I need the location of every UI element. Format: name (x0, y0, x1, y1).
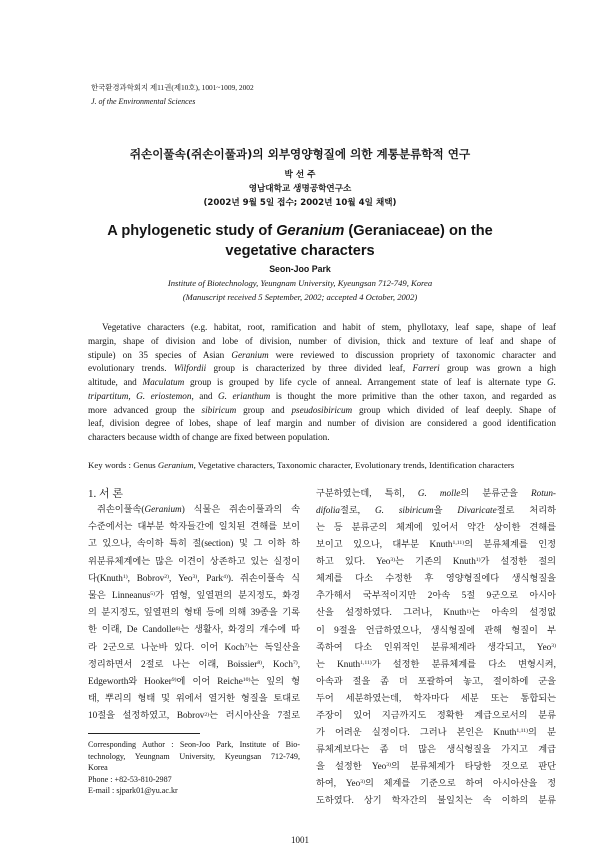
italic-run: Divaricate (457, 505, 497, 516)
text-run: 절로, (340, 505, 375, 516)
text-run: 의 체계를 기준으로 하여 아시아산을 정 (364, 778, 556, 789)
english-title-line-1 (0, 223, 600, 239)
text-run: 족하여 다소 인위적인 분류체계라 생각되고, Yeo (316, 641, 552, 652)
abstract-line: Vegetative characters (e.g. habitat, root, ramification and habit of stem, phyllotaxy, leaf sape, shape of leaf (102, 322, 556, 332)
text-run: group which divided of leaf deeply. Shape of (352, 404, 556, 415)
section-heading-introduction: 1. 서 론 (88, 488, 124, 500)
right-column-line: 추가해서 국부적이지만 2아속 5절 9군으로 아시아 (316, 590, 556, 601)
right-column-line (316, 775, 556, 792)
citation-superscript: 1) (475, 557, 481, 564)
text-run: group and (236, 404, 292, 415)
text-run: 는 러시아산을 7절로 (209, 710, 300, 721)
footnote-line: technology, Yeungnam University, Kyeungsan 712-749, (88, 751, 300, 761)
text-run: is thought the more primitive than the other taxon, and regarded as (270, 390, 556, 401)
text-run: , Park (197, 572, 224, 583)
left-column-line (88, 707, 300, 724)
footnote-line: Phone : +82-53-810-2987 (88, 774, 172, 784)
text-run: 정리하면서 2절로 나는 이래, Boissier (88, 658, 258, 669)
italic-run: Wilfordii (173, 363, 207, 374)
abstract (88, 321, 556, 445)
abstract-line (88, 349, 556, 363)
right-column-line (316, 604, 556, 621)
text-run: , Vegetative characters, Taxonomic character, Evolutionary trends, Identification characters (193, 460, 515, 470)
footnote-line: Corresponding Author : Seon-Joo Park, Institute of Bio- (88, 740, 300, 749)
italic-run: sibiricum (201, 404, 237, 415)
text-run: group is grouped by life cycle of anneal. Arrangement state of leaf is alternate type (184, 377, 548, 387)
italic-run: Geranium (276, 223, 345, 239)
text-run: (Geraniaceae) on the (344, 223, 493, 239)
text-run: 보이고 있으나, 대부분 Knuth (316, 539, 453, 550)
right-column-line: 도하였다. 상기 학자간의 불일치는 속 이하의 분류 (316, 795, 556, 806)
footnote-divider (88, 733, 200, 734)
left-column-line (88, 621, 300, 638)
citation-superscript: 8) (257, 659, 263, 666)
italic-run: G. sibiricum (374, 505, 434, 516)
right-column-line (316, 758, 556, 775)
italic-run: Maculatum (142, 377, 185, 387)
italic-run: G. (547, 377, 556, 387)
italic-run: G. eriostemon (136, 390, 192, 401)
right-column-line (316, 485, 556, 502)
abstract-line (88, 404, 556, 418)
abstract-line: margin, shape of division and lobe of division, number of division, thick and texture of leaf and shape of (88, 335, 556, 346)
korean-author: 박 선 주 (284, 170, 316, 180)
corresponding-author-footnote (88, 739, 300, 797)
abstract-line: characters because width of change are fixed between population. (88, 432, 330, 442)
italic-run: pseudosibiricum (291, 404, 353, 415)
citation-superscript: 3) (192, 573, 198, 580)
right-column-line: 아속과 절을 좀 더 포괄하여 놓고, 절이하에 군을 (316, 675, 556, 686)
left-column-line (88, 570, 300, 587)
text-run: 쥐손이풀속( (97, 504, 145, 514)
text-run: ) 식물은 쥐손이풀과의 속 (181, 504, 300, 514)
right-column-line: 주장이 있어 지금까지도 정확한 계급으로서의 분류 (316, 709, 556, 720)
text-run: 하고 있다. Yeo (316, 556, 391, 567)
text-run: Key words : Genus (88, 460, 158, 470)
text-run: , (297, 658, 300, 669)
citation-superscript: 3) (551, 642, 556, 649)
text-run: 10절을 설정하였고, Bobrov (88, 710, 205, 721)
text-run: 는 아속의 설정없 (471, 607, 556, 618)
italic-run: G. erianthum (218, 390, 271, 401)
text-run: 을 (433, 505, 458, 516)
text-run: 을 설정한 Yeo (316, 761, 387, 771)
korean-title: 쥐손이풀속(쥐손이풀과)의 외부영양형질에 의한 계통분류학적 연구 (129, 147, 471, 161)
citation-superscript: 2) (164, 573, 170, 580)
text-run: 다(Knuth (88, 572, 123, 583)
footnote-line: Korea (88, 763, 108, 773)
citation-superscript: 1) (122, 573, 128, 580)
italic-run: tripartitum (88, 390, 129, 401)
journal-citation-korean: 한국환경과학회지 제11권(제10호), 1001~1009, 2002 (91, 83, 254, 92)
text-run: 구분하였는데, 특히, (316, 488, 418, 498)
italic-run: Geranium (157, 460, 194, 470)
italic-run: G. molle (417, 488, 461, 498)
manuscript-dates: (Manuscript received 5 September, 2002; accepted 4 October, 2002) (182, 292, 418, 302)
text-run: 물은 Linneanus (88, 590, 151, 601)
english-affiliation: Institute of Biotechnology, Yeungnam University, Kyeungsan 712-749, Korea (167, 278, 433, 288)
right-column-line (316, 639, 556, 656)
abstract-line (88, 362, 556, 376)
text-run: 는 기존의 Knuth (395, 556, 476, 567)
citation-superscript: 5) (150, 591, 156, 598)
left-column-line: 위분류체계에는 많은 이견이 상존하고 있는 실정이 (88, 555, 300, 566)
left-column-line (88, 639, 300, 656)
text-run: 의 분 (528, 726, 556, 737)
text-run: Edgeworth와 Hooker (88, 676, 172, 687)
text-run: 산을 설정하였다. 그러나, Knuth (316, 607, 467, 618)
citation-superscript: 1) (466, 608, 472, 615)
text-run: 는 독일산을 (249, 641, 300, 652)
text-run: 라 2군으로 나눈바 있다. 이어 Koch (88, 641, 245, 652)
right-column-line: 이 9절을 언급하였으나, 생식형질에 관해 형질이 부 (316, 624, 556, 635)
right-column-line (316, 553, 556, 570)
text-run: 가 엽형, 잎열편의 분지정도, 화경 (155, 590, 300, 601)
left-column-line (88, 501, 300, 518)
citation-superscript: 3) (390, 557, 396, 564)
text-run: altitude, and (88, 377, 143, 387)
citation-superscript: 1,11) (452, 540, 465, 547)
right-column-text (316, 485, 556, 809)
right-column-line (316, 724, 556, 741)
text-run: 가 설정한 분류체계를 다소 변형시켜, (371, 658, 556, 669)
text-run: , (128, 390, 137, 401)
left-column-line (88, 587, 300, 604)
page-number: 1001 (291, 835, 309, 845)
text-run: 가 어려운 실정이다. 그러나 본인은 Knuth (316, 726, 517, 737)
text-run: were reviewed to discussion propriety of taxonomic character and (268, 349, 556, 360)
footnote-line: E-mail : sjpark01@yu.ac.kr (88, 786, 178, 796)
italic-run: Farreri (412, 363, 440, 374)
right-column-line (316, 656, 556, 673)
text-run: , Bobrov (127, 572, 165, 583)
left-column-text (88, 501, 300, 725)
text-run: evolutionary trends. (88, 363, 174, 374)
citation-superscript: 2) (204, 711, 210, 718)
journal-name-english: J. of the Environmental Sciences (91, 97, 196, 106)
right-column-line (316, 502, 556, 519)
citation-superscript: 3) (360, 779, 365, 786)
text-run: , Koch (262, 658, 293, 669)
left-column-line: 의 분지정도, 잎열편의 형태 등에 의해 39종을 기록 (88, 607, 300, 618)
left-column-line: 태, 뿌리의 형태 및 위에서 열거한 형질을 토대로 (88, 693, 300, 704)
text-run: group was grown a high (439, 363, 556, 374)
right-column-line: 두어 세분하였는데, 학자마다 세분 또는 통합되는 (316, 692, 556, 703)
italic-run: Geranium (231, 349, 269, 360)
korean-received-dates: (2002년 9월 5일 접수; 2002년 10월 4일 채택) (203, 198, 397, 208)
text-run: 의 분류군을 (460, 488, 531, 498)
citation-superscript: 1,11) (516, 728, 529, 735)
keywords (88, 459, 558, 471)
english-author: Seon-Joo Park (269, 264, 331, 274)
right-column-line: 는 등 분류군의 체계에 있어서 약간 상이한 견해를 (316, 522, 556, 533)
citation-superscript: 1,11) (360, 659, 372, 666)
citation-superscript: 10) (242, 677, 251, 684)
citation-superscript: 4) (223, 573, 228, 580)
text-run: , and (191, 390, 219, 401)
left-column-line (88, 656, 300, 673)
citation-superscript: 7) (244, 642, 250, 649)
text-run: 한 이래, De Candolle (88, 624, 176, 635)
abstract-line: leaf, division degree of lobes, shape of leaf margin and number of division are considered a good identification (88, 418, 556, 429)
right-column-line: 류체계보다는 좀 더 많은 생식형질을 가지고 계급 (316, 743, 556, 754)
citation-superscript: 7) (292, 659, 298, 666)
right-column-line (316, 536, 556, 553)
italic-run: difolia (316, 505, 340, 516)
text-run: 절로 처리하 (496, 505, 556, 516)
citation-superscript: 6) (175, 625, 181, 632)
text-run: 에 이어 Reiche (176, 676, 243, 687)
citation-superscript: 3) (386, 762, 392, 769)
citation-superscript: 9) (171, 677, 177, 684)
right-column-line: 체계를 다소 수정한 후 영양형질에다 생식형질을 (316, 573, 556, 584)
text-run: 의 분류체계를 인정 (464, 539, 556, 550)
italic-run: Rotun- (530, 488, 556, 498)
text-run: ). 쥐손이풀속 식 (227, 572, 300, 583)
text-run: 는 Knuth (316, 658, 361, 669)
text-run: , Yeo (169, 572, 193, 583)
text-run: more advanced group the (88, 404, 202, 415)
left-column-line: 고 있으나, 속이하 특히 절(section) 및 그 이하 하 (88, 538, 300, 549)
text-run: stipule) on 35 species of Asian (88, 349, 232, 360)
abstract-line (88, 390, 556, 404)
abstract-line (88, 376, 556, 390)
left-column-line (88, 673, 300, 690)
text-run: 하여, Yeo (316, 778, 361, 789)
korean-affiliation: 영남대학교 생명공학연구소 (248, 184, 352, 194)
left-column-line: 수준에서는 대부분 학자들간에 일치된 견해를 보이 (88, 521, 300, 532)
text-run: A phylogenetic study of (107, 223, 277, 239)
text-run: 의 분류체계가 타당한 것으로 판단 (391, 761, 556, 771)
text-run: 는 생활사, 화경의 개수에 따 (180, 624, 300, 635)
english-title-line-2: vegetative characters (225, 243, 375, 259)
text-run: group is characterized by three divided leaf, (206, 363, 413, 374)
italic-run: Geranium (144, 504, 182, 514)
text-run: 가 설정한 절의 (480, 556, 556, 567)
text-run: 는 잎의 형 (250, 676, 300, 687)
